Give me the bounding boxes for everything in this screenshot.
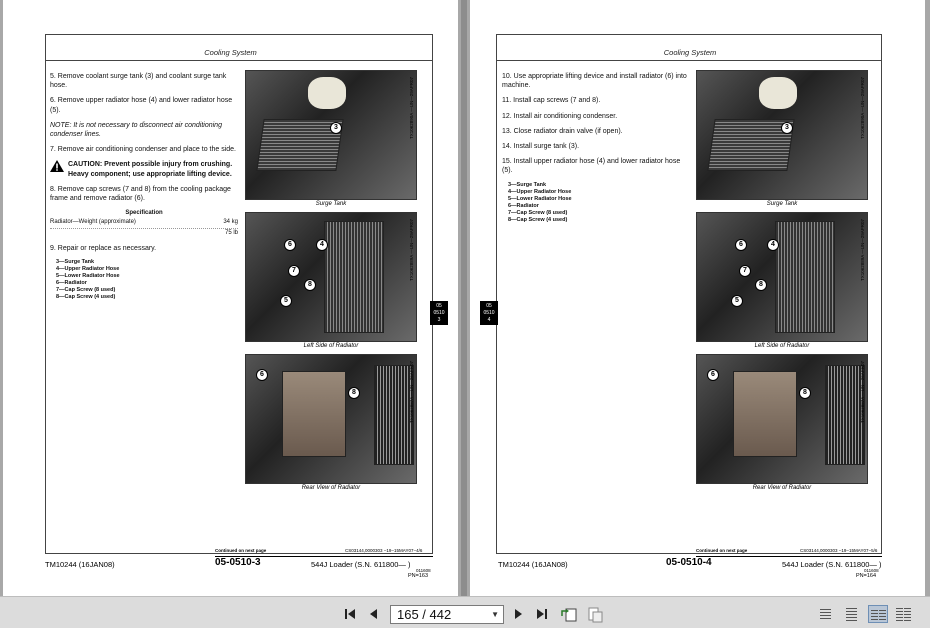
callout-5: 5 bbox=[280, 295, 292, 307]
instruction-text bbox=[50, 72, 238, 301]
spec-value: 34 kg bbox=[223, 219, 238, 226]
continued-note: Continued on next page bbox=[215, 548, 267, 553]
instruction-text bbox=[502, 72, 692, 224]
radiator-rear bbox=[733, 371, 797, 457]
caution-block bbox=[50, 160, 238, 178]
two-page-continuous-icon[interactable] bbox=[894, 605, 914, 623]
figure-caption: Surge Tank bbox=[766, 201, 798, 207]
note: NOTE: It is not necessary to disconnect air conditioning condenser lines. bbox=[50, 121, 222, 139]
step-6: 6. Remove upper radiator hose (4) and lower radiator hose (5). bbox=[50, 97, 233, 114]
viewer-toolbar bbox=[0, 596, 930, 628]
step-8: 8. Remove cap screws (7 and 8) from the cooling package frame and remove radiator (6). bbox=[50, 185, 231, 203]
surge-tank bbox=[308, 77, 346, 109]
radiator-core bbox=[324, 221, 384, 333]
callout-6: 6 bbox=[707, 369, 719, 381]
legend bbox=[56, 259, 238, 301]
callout-8: 8 bbox=[755, 279, 767, 291]
figure-id: TX1062889A —UN—29APR07 bbox=[409, 219, 414, 282]
callout-6: 6 bbox=[284, 239, 296, 251]
two-page-icon[interactable] bbox=[868, 605, 888, 623]
left-side-radiator-photo bbox=[245, 212, 417, 342]
legend-item: 4—Upper Radiator Hose bbox=[508, 188, 572, 195]
fit-icon[interactable] bbox=[586, 606, 602, 622]
step-10: 10. Use appropriate lifting device and install radiator (6) into machine. bbox=[502, 73, 687, 90]
legend bbox=[508, 182, 692, 224]
caution-text: CAUTION: Prevent possible injury from crushing. Heavy component; use appropriate lifting device. bbox=[68, 161, 233, 178]
legend-item: 3—Surge Tank bbox=[56, 259, 95, 266]
legend-item: 4—Upper Radiator Hose bbox=[56, 266, 120, 273]
figure-caption: Rear View of Radiator bbox=[301, 485, 361, 491]
step-14: 14. Install surge tank (3). bbox=[502, 143, 580, 151]
callout-6: 6 bbox=[735, 239, 747, 251]
callout-7: 7 bbox=[739, 265, 751, 277]
page-number: 05-0510-3 bbox=[215, 557, 261, 568]
tab-line: 05 bbox=[486, 303, 492, 309]
callout-7: 7 bbox=[288, 265, 300, 277]
legend-item: 6—Radiator bbox=[56, 280, 87, 287]
pn-number: PN=163 bbox=[408, 573, 429, 579]
step-15: 15. Install upper radiator hose (4) and lower radiator hose (5). bbox=[502, 158, 681, 175]
footer-line bbox=[696, 556, 882, 557]
step-9: 9. Repair or replace as necessary. bbox=[50, 244, 157, 252]
radiator-rear bbox=[282, 371, 346, 457]
left-side-radiator-photo bbox=[696, 212, 868, 342]
legend-item: 8—Cap Screw (4 used) bbox=[56, 294, 116, 301]
legend-item: 7—Cap Screw (8 used) bbox=[508, 209, 568, 216]
last-page-icon[interactable] bbox=[534, 606, 550, 622]
step-5: 5. Remove coolant surge tank (3) and coolant surge tank hose. bbox=[50, 73, 227, 90]
rotate-icon[interactable] bbox=[560, 606, 576, 622]
spec-alt-value: 75 lb bbox=[224, 229, 238, 236]
section-tab bbox=[430, 301, 448, 325]
model-name: 544J Loader (S.N. 611800— ) bbox=[782, 560, 882, 569]
figure-caption: Rear View of Radiator bbox=[752, 485, 812, 491]
pdf-page-right bbox=[470, 0, 925, 596]
legend-item: 7—Cap Screw (8 used) bbox=[56, 287, 116, 294]
callout-5: 5 bbox=[731, 295, 743, 307]
callout-8: 8 bbox=[304, 279, 316, 291]
step-12: 12. Install air conditioning condenser. bbox=[502, 112, 618, 120]
radiator-core bbox=[775, 221, 835, 333]
next-page-icon[interactable] bbox=[510, 606, 526, 622]
callout-6: 6 bbox=[256, 369, 268, 381]
tab-line: 4 bbox=[487, 317, 491, 323]
figure-caption: Left Side of Radiator bbox=[754, 343, 810, 349]
rear-view-radiator-photo bbox=[245, 354, 417, 484]
figure-id: TX1062890A —UN—29APR07 bbox=[409, 77, 414, 140]
legend-item: 3—Surge Tank bbox=[508, 181, 547, 188]
surge-tank bbox=[759, 77, 797, 109]
single-page-icon[interactable] bbox=[816, 605, 836, 623]
rear-view-radiator-photo bbox=[696, 354, 868, 484]
tab-line: 0510 bbox=[483, 310, 495, 316]
spec-label: Radiator—Weight (approximate) bbox=[50, 219, 136, 226]
page-number: 05-0510-4 bbox=[666, 557, 712, 568]
warning-icon bbox=[50, 160, 64, 172]
legend-item: 5—Lower Radiator Hose bbox=[508, 195, 572, 202]
callout-8: 8 bbox=[348, 387, 360, 399]
figure-caption: Surge Tank bbox=[315, 201, 347, 207]
figure-id: TX1062887A —UN—26APR07 bbox=[860, 361, 865, 424]
figure-caption: Left Side of Radiator bbox=[303, 343, 359, 349]
page-title: Cooling System bbox=[204, 48, 257, 57]
step-11: 11. Install cap screws (7 and 8). bbox=[502, 97, 601, 105]
callout-3: 3 bbox=[330, 122, 342, 134]
legend-item: 6—Radiator bbox=[508, 202, 539, 209]
first-page-icon[interactable] bbox=[342, 606, 358, 622]
date-code: 011608 bbox=[416, 568, 431, 573]
tm-number: TM10244 (16JAN08) bbox=[498, 560, 568, 569]
surge-tank-photo bbox=[245, 70, 417, 200]
legend-item: 5—Lower Radiator Hose bbox=[56, 273, 120, 280]
figure-id: TX1062890A —UN—29APR07 bbox=[860, 77, 865, 140]
page-title: Cooling System bbox=[663, 48, 717, 57]
spec-row bbox=[50, 218, 238, 228]
doc-ref: CS03144,0000303 −19−15MAY07−4/6 bbox=[345, 548, 423, 553]
tab-line: 0510 bbox=[433, 310, 445, 316]
callout-4: 4 bbox=[767, 239, 779, 251]
condenser bbox=[825, 365, 865, 465]
page-number-display: 165 / 442 bbox=[397, 607, 452, 622]
step-13: 13. Close radiator drain valve (if open). bbox=[502, 127, 623, 135]
continuous-icon[interactable] bbox=[842, 605, 862, 623]
section-tab bbox=[480, 301, 498, 325]
pdf-page-left bbox=[3, 0, 458, 596]
page-number-select[interactable] bbox=[390, 605, 504, 624]
continued-note: Continued on next page bbox=[696, 548, 748, 553]
step-7: 7. Remove air conditioning condenser and place to the side. bbox=[50, 146, 237, 154]
tm-number: TM10244 (16JAN08) bbox=[45, 560, 115, 569]
condenser bbox=[374, 365, 414, 465]
doc-ref: CS03144,0000303 −19−15MAY07−5/6 bbox=[800, 548, 878, 553]
legend-item: 8—Cap Screw (4 used) bbox=[508, 216, 568, 223]
date-code: 011608 bbox=[864, 568, 879, 573]
page-gutter bbox=[461, 0, 467, 596]
figure-id: TX1062889A —UN—29APR07 bbox=[860, 219, 865, 282]
pn-number: PN=164 bbox=[856, 573, 877, 579]
callout-3: 3 bbox=[781, 122, 793, 134]
prev-page-icon[interactable] bbox=[366, 606, 382, 622]
tab-line: 3 bbox=[437, 317, 441, 323]
chevron-down-icon: ▼ bbox=[491, 610, 499, 619]
tab-line: 05 bbox=[436, 303, 442, 309]
figure-id: TX1062887A —UN—26APR07 bbox=[409, 361, 414, 424]
model-name: 544J Loader (S.N. 611800— ) bbox=[311, 560, 411, 569]
surge-tank-photo bbox=[696, 70, 868, 200]
callout-8: 8 bbox=[799, 387, 811, 399]
callout-4: 4 bbox=[316, 239, 328, 251]
spec-title: Specification bbox=[125, 210, 163, 217]
